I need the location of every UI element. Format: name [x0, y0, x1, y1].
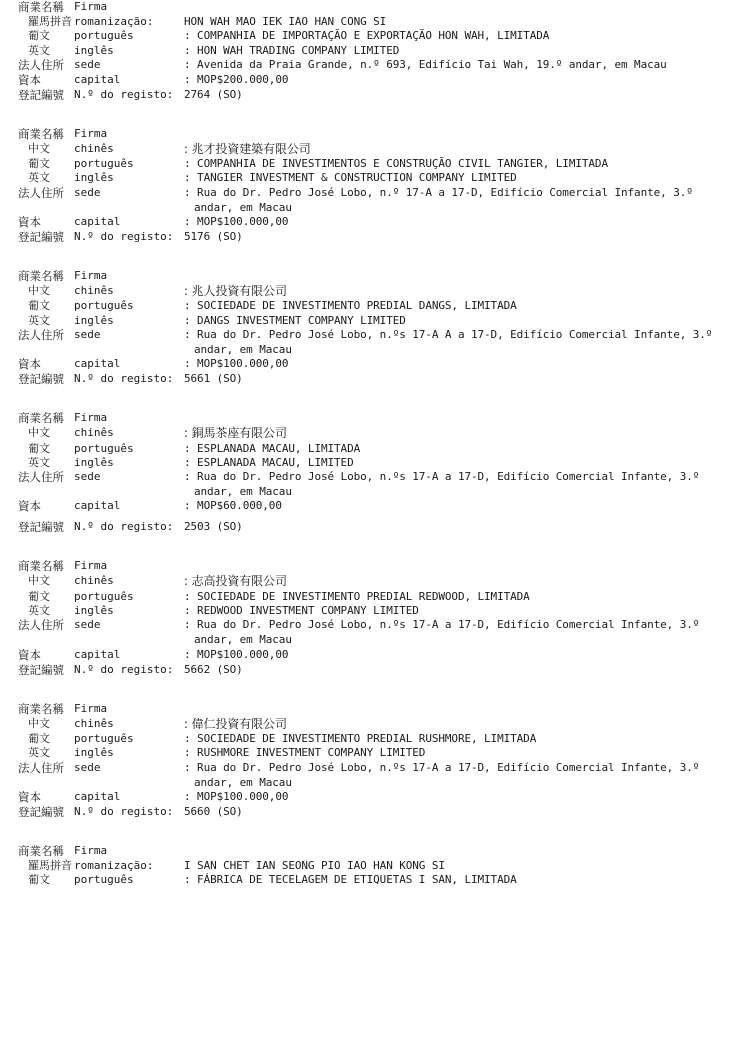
registration-value: 5176 (SO)	[184, 229, 243, 243]
seat-row	[0, 328, 732, 343]
portuguese-label-cn: 葡文	[28, 732, 50, 746]
seat-continuation: andar, em Macau	[194, 775, 292, 789]
english-row	[0, 44, 732, 58]
firm-label-pt: Firma	[74, 126, 108, 140]
seat-label-cn: 法人住所	[18, 470, 64, 485]
chinese-label-cn: 中文	[28, 283, 50, 297]
seat-label-cn: 法人住所	[18, 760, 64, 775]
chinese-value: : 兆人投資有限公司	[184, 283, 287, 298]
chinese-row	[0, 142, 732, 158]
english-label-cn: 英文	[28, 455, 50, 469]
portuguese-label-pt: português	[74, 441, 134, 455]
capital-label-pt: capital	[74, 72, 121, 86]
registration-label-pt: N.º do registo:	[74, 372, 174, 386]
entry-title-row	[0, 559, 732, 574]
chinese-row	[0, 574, 732, 590]
chinese-label-cn: 中文	[28, 141, 50, 155]
entry-title-row	[0, 844, 732, 859]
seat-row	[0, 470, 732, 485]
capital-label-cn: 資本	[18, 357, 41, 372]
firm-label-pt: Firma	[74, 268, 108, 282]
portuguese-value: : SOCIEDADE DE INVESTIMENTO PREDIAL DANGS, LIMITADA	[184, 299, 517, 313]
portuguese-row	[0, 873, 732, 887]
entry-hon-wah	[0, 0, 732, 103]
english-label-pt: inglês	[74, 313, 114, 327]
seat-value: : Rua do Dr. Pedro José Lobo, n.ºs 17-A a 17-D, Edifício Comercial Infante, 3.º	[184, 470, 700, 484]
registration-row	[0, 372, 732, 387]
entry-separator	[0, 387, 732, 411]
registration-label-pt: N.º do registo:	[74, 229, 174, 243]
seat-continuation-row	[0, 776, 732, 790]
firm-label-cn: 商業名稱	[18, 411, 64, 426]
chinese-row	[0, 284, 732, 300]
english-label-cn: 英文	[28, 313, 50, 327]
english-value: : DANGS INVESTMENT COMPANY LIMITED	[184, 313, 406, 327]
capital-label-cn: 資本	[18, 215, 41, 229]
portuguese-row	[0, 590, 732, 604]
capital-value: : MOP$100.000,00	[184, 647, 289, 661]
seat-continuation: andar, em Macau	[194, 342, 292, 356]
english-value: : ESPLANADA MACAU, LIMITED	[184, 455, 354, 469]
portuguese-row	[0, 29, 732, 43]
registration-row	[0, 520, 732, 535]
portuguese-label-pt: português	[74, 732, 134, 746]
chinese-label-pt: chinês	[74, 283, 114, 297]
registration-label-pt: N.º do registo:	[74, 87, 174, 101]
chinese-label-pt: chinês	[74, 141, 114, 155]
romanization-label-cn: 羅馬拼音	[28, 858, 72, 872]
romanization-label-cn: 羅馬拼音	[28, 14, 72, 28]
capital-label-cn: 資本	[18, 789, 41, 804]
capital-value: : MOP$200.000,00	[184, 72, 289, 86]
registration-label-cn: 登記編號	[18, 229, 64, 244]
entry-title-row	[0, 702, 732, 717]
chinese-label-pt: chinês	[74, 574, 114, 588]
registration-label-cn: 登記編號	[18, 372, 64, 387]
english-row	[0, 456, 732, 470]
entry-dangs	[0, 269, 732, 387]
capital-row	[0, 648, 732, 663]
seat-label-cn: 法人住所	[18, 57, 64, 72]
english-value: : RUSHMORE INVESTMENT COMPANY LIMITED	[184, 746, 426, 760]
portuguese-label-cn: 葡文	[28, 299, 50, 313]
seat-continuation-row	[0, 343, 732, 357]
seat-value: : Rua do Dr. Pedro José Lobo, n.ºs 17-A a 17-D, Edifício Comercial Infante, 3.º	[184, 618, 700, 632]
seat-continuation-row	[0, 485, 732, 499]
english-value: : REDWOOD INVESTMENT COMPANY LIMITED	[184, 604, 419, 618]
portuguese-value: : COMPANHIA DE INVESTIMENTOS E CONSTRUÇÃO CIVIL TANGIER, LIMITADA	[184, 157, 608, 171]
portuguese-label-pt: português	[74, 873, 134, 887]
capital-row	[0, 73, 732, 88]
portuguese-label-cn: 葡文	[28, 589, 50, 603]
entry-esplanada	[0, 411, 732, 535]
capital-value: : MOP$100.000,00	[184, 789, 289, 803]
portuguese-label-pt: português	[74, 157, 134, 171]
entry-separator	[0, 535, 732, 559]
registration-value: 5660 (SO)	[184, 804, 243, 818]
portuguese-value: : COMPANHIA DE IMPORTAÇÃO E EXPORTAÇÃO HON WAH, LIMITADA	[184, 29, 550, 43]
portuguese-value: : SOCIEDADE DE INVESTIMENTO PREDIAL REDWOOD, LIMITADA	[184, 589, 530, 603]
portuguese-value: : SOCIEDADE DE INVESTIMENTO PREDIAL RUSHMORE, LIMITADA	[184, 732, 537, 746]
seat-row	[0, 618, 732, 633]
registration-label-cn: 登記編號	[18, 520, 64, 535]
english-row	[0, 314, 732, 328]
seat-label-cn: 法人住所	[18, 328, 64, 342]
romanization-row	[0, 15, 732, 29]
portuguese-row	[0, 732, 732, 746]
seat-label-cn: 法人住所	[18, 185, 64, 200]
chinese-row	[0, 426, 732, 442]
seat-continuation-row	[0, 201, 732, 215]
registration-row	[0, 230, 732, 245]
english-label-cn: 英文	[28, 746, 50, 760]
chinese-label-cn: 中文	[28, 426, 50, 440]
chinese-label-pt: chinês	[74, 426, 114, 440]
portuguese-label-pt: português	[74, 299, 134, 313]
entry-tangier	[0, 127, 732, 245]
chinese-label-pt: chinês	[74, 716, 114, 730]
chinese-value: : 兆才投資建築有限公司	[184, 141, 311, 156]
capital-label-pt: capital	[74, 215, 121, 228]
firm-label-pt: Firma	[74, 0, 108, 13]
english-label-cn: 英文	[28, 171, 50, 185]
seat-label-pt: sede	[74, 470, 101, 484]
firm-label-pt: Firma	[74, 843, 108, 857]
english-label-pt: inglês	[74, 746, 114, 760]
english-label-pt: inglês	[74, 604, 114, 618]
registration-value: 5661 (SO)	[184, 372, 243, 386]
entry-separator	[0, 820, 732, 844]
english-row	[0, 604, 732, 618]
firm-label-cn: 商業名稱	[18, 843, 64, 858]
registration-label-pt: N.º do registo:	[74, 520, 174, 534]
romanization-row	[0, 859, 732, 873]
capital-label-pt: capital	[74, 499, 121, 513]
capital-label-cn: 資本	[18, 72, 41, 87]
portuguese-label-pt: português	[74, 589, 134, 603]
seat-continuation: andar, em Macau	[194, 633, 292, 647]
registration-label-cn: 登記編號	[18, 87, 64, 102]
firm-label-pt: Firma	[74, 701, 108, 715]
seat-label-pt: sede	[74, 760, 101, 774]
entry-separator	[0, 678, 732, 702]
portuguese-row	[0, 157, 732, 171]
entry-i-san	[0, 844, 732, 888]
entry-title-row	[0, 127, 732, 142]
chinese-value: : 偉仁投資有限公司	[184, 716, 287, 731]
portuguese-label-cn: 葡文	[28, 873, 50, 887]
registration-label-pt: N.º do registo:	[74, 662, 174, 676]
firm-label-cn: 商業名稱	[18, 701, 64, 716]
english-row	[0, 746, 732, 760]
romanization-label-pt: romanização:	[74, 858, 154, 872]
entry-title-row	[0, 0, 732, 15]
seat-row	[0, 58, 732, 73]
portuguese-label-pt: português	[74, 29, 134, 43]
firm-label-pt: Firma	[74, 559, 108, 573]
capital-label-pt: capital	[74, 789, 121, 803]
seat-label-pt: sede	[74, 618, 101, 632]
registration-value: 2764 (SO)	[184, 87, 243, 101]
firm-label-pt: Firma	[74, 411, 108, 425]
capital-row	[0, 790, 732, 805]
chinese-value: : 志高投資有限公司	[184, 574, 287, 589]
seat-continuation: andar, em Macau	[194, 200, 292, 214]
capital-row	[0, 499, 732, 514]
portuguese-label-cn: 葡文	[28, 441, 50, 455]
seat-value: : Rua do Dr. Pedro José Lobo, n.ºs 17-A a 17-D, Edifício Comercial Infante, 3.º	[184, 760, 700, 774]
capital-label-pt: capital	[74, 647, 121, 661]
seat-label-pt: sede	[74, 185, 101, 199]
english-value: : TANGIER INVESTMENT & CONSTRUCTION COMPANY LIMITED	[184, 171, 517, 185]
firm-label-cn: 商業名稱	[18, 126, 64, 141]
entry-redwood	[0, 559, 732, 677]
portuguese-value: : FÁBRICA DE TECELAGEM DE ETIQUETAS I SAN, LIMITADA	[184, 873, 517, 887]
romanization-value: I SAN CHET IAN SEONG PIO IAO HAN KONG SI	[184, 858, 445, 872]
seat-value: : Rua do Dr. Pedro José Lobo, n.ºs 17-A A a 17-D, Edifício Comercial Infante, 3.º	[184, 328, 713, 341]
registration-value: 5662 (SO)	[184, 662, 243, 676]
english-value: : HON WAH TRADING COMPANY LIMITED	[184, 43, 400, 57]
capital-label-cn: 資本	[18, 499, 41, 514]
english-label-pt: inglês	[74, 455, 114, 469]
entry-separator	[0, 103, 732, 127]
registration-row	[0, 88, 732, 103]
portuguese-label-cn: 葡文	[28, 157, 50, 171]
entry-title-row	[0, 411, 732, 426]
firm-label-cn: 商業名稱	[18, 268, 64, 283]
english-label-pt: inglês	[74, 43, 114, 57]
registration-row	[0, 663, 732, 678]
chinese-label-cn: 中文	[28, 716, 50, 730]
capital-value: : MOP$100.000,00	[184, 215, 289, 228]
romanization-label-pt: romanização:	[74, 14, 154, 28]
portuguese-label-cn: 葡文	[28, 29, 50, 43]
seat-row	[0, 186, 732, 201]
firm-label-cn: 商業名稱	[18, 559, 64, 574]
entry-rushmore	[0, 702, 732, 820]
seat-continuation-row	[0, 633, 732, 647]
seat-value: : Rua do Dr. Pedro José Lobo, n.º 17-A a 17-D, Edifício Comercial Infante, 3.º	[184, 185, 693, 199]
english-label-cn: 英文	[28, 43, 50, 57]
firm-label-cn: 商業名稱	[18, 0, 64, 14]
seat-label-pt: sede	[74, 328, 101, 341]
capital-value: : MOP$60.000,00	[184, 499, 282, 513]
registration-row	[0, 805, 732, 820]
english-label-pt: inglês	[74, 171, 114, 185]
registration-label-pt: N.º do registo:	[74, 804, 174, 818]
capital-value: : MOP$100.000,00	[184, 357, 289, 371]
seat-label-pt: sede	[74, 57, 101, 71]
registration-label-cn: 登記編號	[18, 804, 64, 819]
seat-continuation: andar, em Macau	[194, 485, 292, 499]
portuguese-row	[0, 442, 732, 456]
capital-row	[0, 357, 732, 372]
seat-label-cn: 法人住所	[18, 618, 64, 633]
entry-separator	[0, 245, 732, 269]
romanization-value: HON WAH MAO IEK IAO HAN CONG SI	[184, 14, 387, 28]
english-row	[0, 171, 732, 185]
chinese-row	[0, 717, 732, 733]
capital-label-cn: 資本	[18, 647, 41, 662]
chinese-label-cn: 中文	[28, 574, 50, 588]
seat-row	[0, 761, 732, 776]
capital-row	[0, 215, 732, 230]
registration-value: 2503 (SO)	[184, 520, 243, 534]
seat-value: : Avenida da Praia Grande, n.º 693, Edifício Tai Wah, 19.º andar, em Macau	[184, 57, 667, 71]
english-label-cn: 英文	[28, 604, 50, 618]
portuguese-row	[0, 299, 732, 313]
chinese-value: : 銅馬茶座有限公司	[184, 426, 287, 441]
entry-title-row	[0, 269, 732, 284]
registration-label-cn: 登記編號	[18, 662, 64, 677]
portuguese-value: : ESPLANADA MACAU, LIMITADA	[184, 441, 361, 455]
capital-label-pt: capital	[74, 357, 121, 371]
